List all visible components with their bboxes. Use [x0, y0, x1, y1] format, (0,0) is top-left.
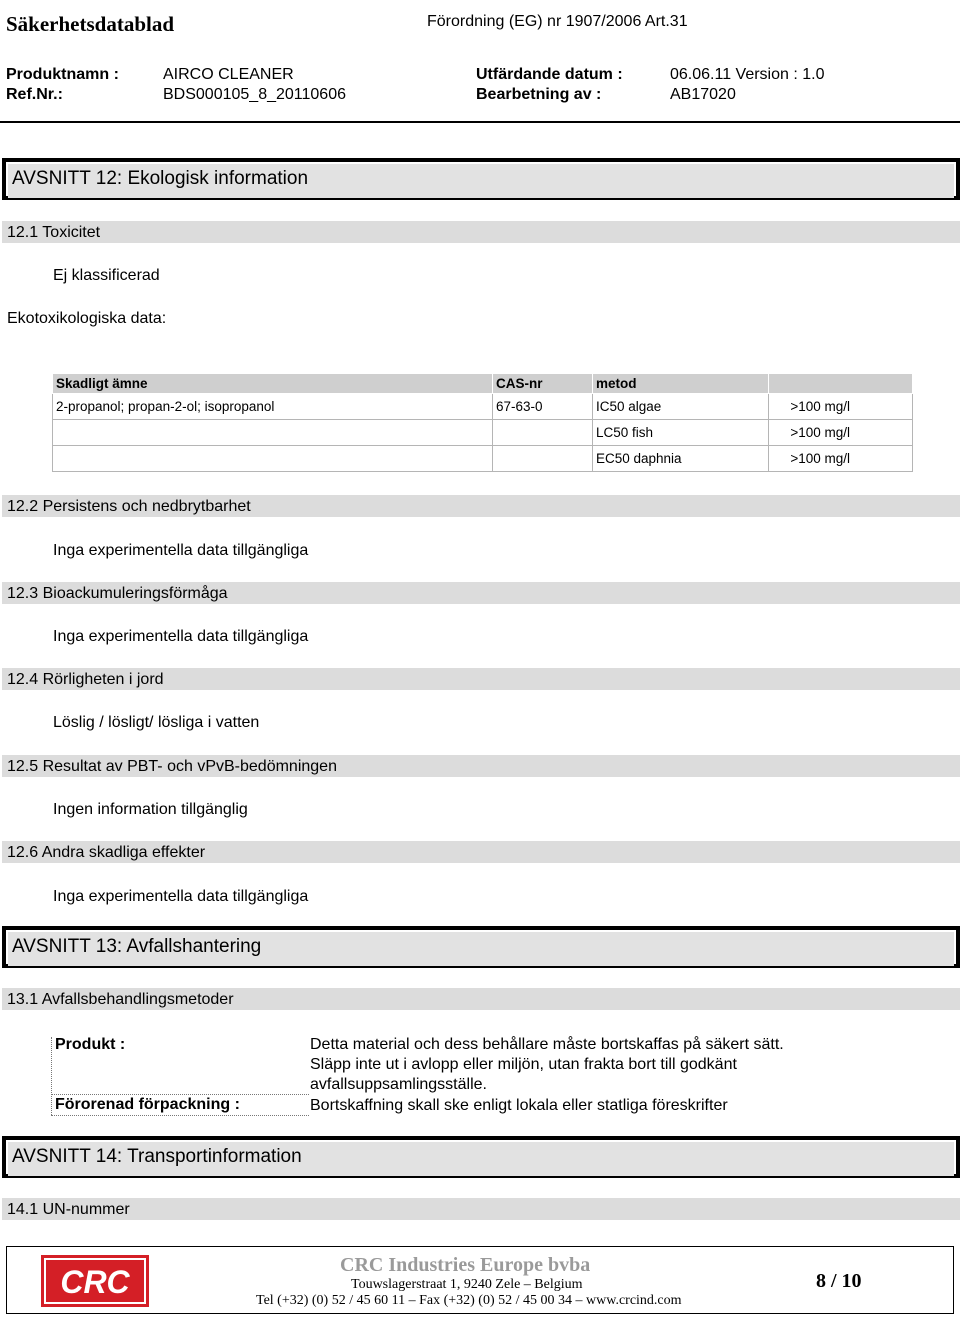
table-row	[53, 420, 913, 446]
table-row	[53, 446, 913, 472]
waste-table-divider	[51, 1094, 309, 1095]
cell-method: IC50 algae	[593, 394, 769, 420]
document-title: Säkerhetsdatablad	[6, 12, 175, 36]
cell-method: EC50 daphnia	[593, 446, 769, 472]
subsection-12-6-title: 12.6 Andra skadliga effekter	[7, 844, 206, 861]
page-number: 8 / 10	[816, 1270, 862, 1292]
company-contact: Tel (+32) (0) 52 / 45 60 11 – Fax (+32) (0) 52 / 45 00 34 – www.crcind.com	[256, 1293, 682, 1308]
ecotox-table	[52, 373, 913, 472]
svg-text:CRC: CRC	[60, 1264, 130, 1300]
subsection-14-1-bar	[2, 1198, 960, 1220]
subsection-12-2-title: 12.2 Persistens och nedbrytbarhet	[7, 498, 251, 515]
ref-number-value: BDS000105_8_20110606	[163, 86, 346, 103]
cell-value: >100 mg/l	[769, 420, 913, 446]
cell-cas	[493, 420, 593, 446]
header-divider	[0, 121, 960, 123]
col-header-value	[769, 374, 913, 394]
waste-table-bottom	[51, 1115, 309, 1116]
waste-product-text-1: Detta material och dess behållare måste bortskaffas på säkert sätt.	[310, 1036, 784, 1053]
subsection-12-4-title: 12.4 Rörligheten i jord	[7, 671, 164, 688]
subsection-12-6-text: Inga experimentella data tillgängliga	[53, 888, 309, 905]
issue-date-value: 06.06.11 Version : 1.0	[670, 66, 825, 83]
subsection-13-1-title: 13.1 Avfallsbehandlingsmetoder	[7, 991, 234, 1008]
cell-value: >100 mg/l	[769, 394, 913, 420]
ref-number-label: Ref.Nr.:	[6, 86, 63, 103]
product-name-value: AIRCO CLEANER	[163, 66, 294, 83]
waste-table-left-border	[51, 1037, 52, 1115]
waste-product-label: Produkt :	[55, 1036, 126, 1053]
waste-product-text-2: Släpp inte ut i avlopp eller miljön, utan frakta bort till godkänt	[310, 1056, 737, 1073]
section-14-title: AVSNITT 14: Transportinformation	[12, 1146, 302, 1167]
cell-method: LC50 fish	[593, 420, 769, 446]
issue-date-label: Utfärdande datum :	[476, 66, 623, 83]
subsection-12-1-text: Ej klassificerad	[53, 267, 160, 284]
revision-value: AB17020	[670, 86, 736, 103]
cell-cas	[493, 446, 593, 472]
regulation-reference: Förordning (EG) nr 1907/2006 Art.31	[427, 13, 688, 30]
revision-label: Bearbetning av :	[476, 86, 602, 103]
product-name-label: Produktnamn :	[6, 66, 119, 83]
table-header-row	[53, 374, 913, 394]
table-row	[53, 394, 913, 420]
subsection-12-5-text: Ingen information tillgänglig	[53, 801, 248, 818]
col-header-method: metod	[593, 374, 769, 394]
cell-value: >100 mg/l	[769, 446, 913, 472]
cell-substance: 2-propanol; propan-2-ol; isopropanol	[53, 394, 493, 420]
subsection-12-4-text: Löslig / lösligt/ lösliga i vatten	[53, 714, 260, 731]
cell-substance	[53, 420, 493, 446]
company-address: Touwslagerstraat 1, 9240 Zele – Belgium	[351, 1277, 583, 1292]
col-header-cas: CAS-nr	[493, 374, 593, 394]
crc-logo	[41, 1255, 149, 1307]
company-name: CRC Industries Europe bvba	[340, 1254, 591, 1276]
waste-packaging-text: Bortskaffning skall ske enligt lokala eller statliga föreskrifter	[310, 1097, 728, 1114]
ecotox-data-label: Ekotoxikologiska data:	[7, 310, 167, 327]
subsection-12-3-text: Inga experimentella data tillgängliga	[53, 628, 309, 645]
col-header-substance: Skadligt ämne	[53, 374, 493, 394]
cell-substance	[53, 446, 493, 472]
subsection-14-1-title: 14.1 UN-nummer	[7, 1201, 130, 1218]
subsection-12-2-text: Inga experimentella data tillgängliga	[53, 542, 309, 559]
waste-product-text-3: avfallsuppsamlingsställe.	[310, 1076, 487, 1093]
subsection-12-5-title: 12.5 Resultat av PBT- och vPvB-bedömningen	[7, 758, 337, 775]
subsection-12-1-bar	[2, 221, 960, 243]
waste-packaging-label: Förorenad förpackning :	[55, 1096, 240, 1113]
section-13-title: AVSNITT 13: Avfallshantering	[12, 936, 262, 957]
subsection-12-1-title: 12.1 Toxicitet	[7, 224, 101, 241]
cell-cas: 67-63-0	[493, 394, 593, 420]
subsection-12-3-title: 12.3 Bioackumuleringsförmåga	[7, 585, 228, 602]
section-12-title: AVSNITT 12: Ekologisk information	[12, 168, 309, 189]
